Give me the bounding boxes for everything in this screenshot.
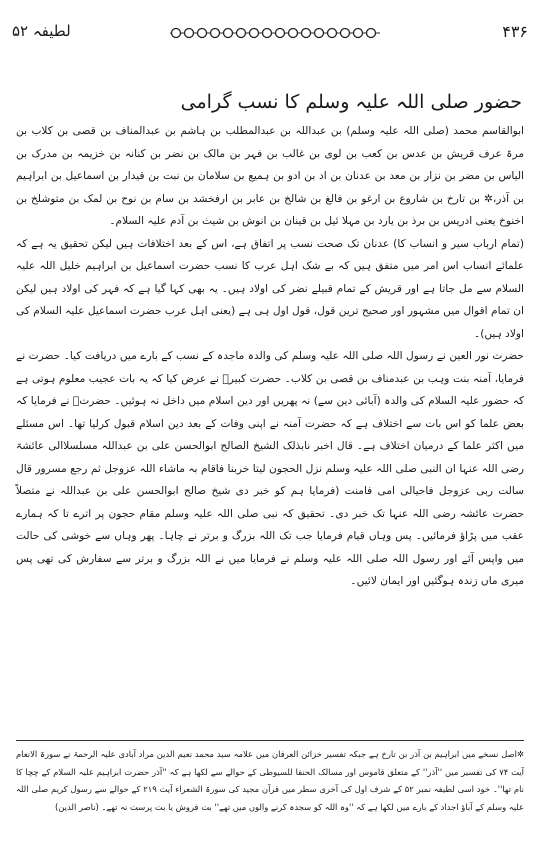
footnote-divider xyxy=(16,740,524,741)
page-header xyxy=(10,20,530,44)
decorative-border xyxy=(170,27,380,39)
page-title: حضور صلی اللہ علیہ وسلم کا نسب گرامی xyxy=(180,90,522,113)
paragraph-consensus: (تمام ارباب سیر و انساب کا) عدنان تک صحت نسب پر اتفاق ہے، اس کے بعد اختلافات ہیں لیکن تحقیق یہ ہے کہ علمائے انساب اس امر میں متفق ہیں کہ بے شک اہل عرب کا نسب حضرت اسماعیل بن ابراہیم خلیل اللہ علیہ السلام سے مل جاتا ہے اور قریش کے تمام قبیلے نضر کی اولاد ہیں۔ یہ بھی کہا گیا ہے کہ فہر کی اولاد ہیں لیکن ان تمام اقوال میں مشہور اور صحیح ترین قول، قول اول ہی ہے (یعنی اہل عرب حضرت اسماعیل علیہ السلام کی اولاد ہیں)۔ xyxy=(16,237,524,340)
ornament-rings-icon xyxy=(170,27,380,39)
paragraph-mother-lineage: حضرت نور العین نے رسول اللہ صلی اللہ علیہ وسلم کی والدہ ماجدہ کے نسب کے بارے میں دریافت کیا۔ حضرت نے فرمایا، آمنہ بنت وہب بن عبدمناف بن قصی بن کلاب۔ حضرت کبیرؒ نے عرض کیا کہ یہ بات عجیب معلوم ہوتی ہے کہ حضور علیہ السلام کی والدہ (آبائی دین سے) نہ پھریں اور دین اسلام میں داخل نہ ہوئیں۔ حضرتؒ نے فرمایا کہ بعض علما کو اس بات سے اختلاف ہے کہ حضرت آمنہ نے اپنی وفات کے بعد دین اسلام قبول کرلیا تھا۔ اس مسئلے میں اکثر علما کے درمیان اختلاف ہے۔ قال اخبر نابذلک الشیخ الصالح ابوالحسن علی بن عبداللہ مسلسلاالی عائشۃ رضی اللہ عنہا ان النبی صلی اللہ علیہ وسلم نزل الحجون لیتا خربنا فاقام بہ ماشاء اللہ عزوجل ثم رجع مسرور قال سالت ربی عزوجل فاحیالی امی فامنت (فرمایا ہم کو خبر دی شیخ صالح ابوالحسن علی بن عبداللہ نے متصلاً حضرت عائشہ رضی اللہ عنہا تک خبر دی۔ تحقیق کہ نبی صلی اللہ علیہ وسلم مقام حجون پر اترے تا کہ ہمارے عقب میں پڑاؤ فرمائیں۔ پس وہاں قیام فرمایا جب تک اللہ بزرگ و برتر نے چاہا۔ پھر وہاں سے خوشی کی حالت میں واپس آئے اور رسول اللہ صلی اللہ علیہ وسلم نے فرمایا میں نے اللہ بزرگ و برتر سے سفارش کی تھی پس میری ماں زندہ ہوگئیں اور ایمان لائیں۔ xyxy=(16,350,524,587)
section-label: لطیفہ ۵۲ xyxy=(12,22,71,40)
page-number: ۴۳۶ xyxy=(502,22,528,41)
footnote: ✲اصل نسخے میں ابراہیم بن آذر بن تارخ ہے جبکہ تفسیر خزائن العرفان میں علامہ سید محمد نعیم الدین مراد آبادی علیہ الرحمۃ نے سورۃ الانعام آیت ۷۴ کی تفسیر میں ''آذر'' کے متعلق قاموس اور مسالک الحنفا للسیوطی کے حوالے سے لکھا ہے کہ ''آذر حضرت ابراہیم علیہ السلام کے چچا کا نام تھا''۔ خود اسی لطیفہ نمبر ۵۲ کے شرف اول کی آخری سطر میں قرآن مجید کی سورۃ الشعراء آیت ۲۱۹ کے حوالے سے رسول کریم صلی اللہ علیہ وسلم کے آباؤ اجداد کے بارے میں لکھا ہے کہ ''وہ اللہ کو سجدہ کرنے والوں میں تھے'' بت فروش یا بت پرست نہ تھے۔ (ناصر الدین) xyxy=(16,749,525,812)
body-text xyxy=(16,120,524,593)
paragraph-lineage: ابوالقاسم محمد (صلی اللہ علیہ وسلم) بن عبداللہ بن عبدالمطلب بن ہاشم بن عبدالمناف بن قصی بن کلاب بن مرۃ عرف قریش بن عدس بن کعب بن لوی بن غالب بن فہر بن مالک بن نضر بن کنانہ بن خزیمہ بن مدرک بن الیاس بن مضر بن نزار بن معد بن عدنان بن اد بن ادو بن ہمیع بن سلامان بن نبت بن قیدار بن اسماعیل بن ابراہیم بن آذر،✲ بن تارخ بن شاروع بن ارغو بن فالغ بن شالخ بن عابر بن ارفخشد بن سام بن نوح بن لمک بن متوشلخ بن اخنوخ یعنی ادریس بن برذ بن یارد بن مہلا ئیل بن قینان بن انوش بن شیث بن آدم علیہ السلام۔ xyxy=(16,125,524,227)
